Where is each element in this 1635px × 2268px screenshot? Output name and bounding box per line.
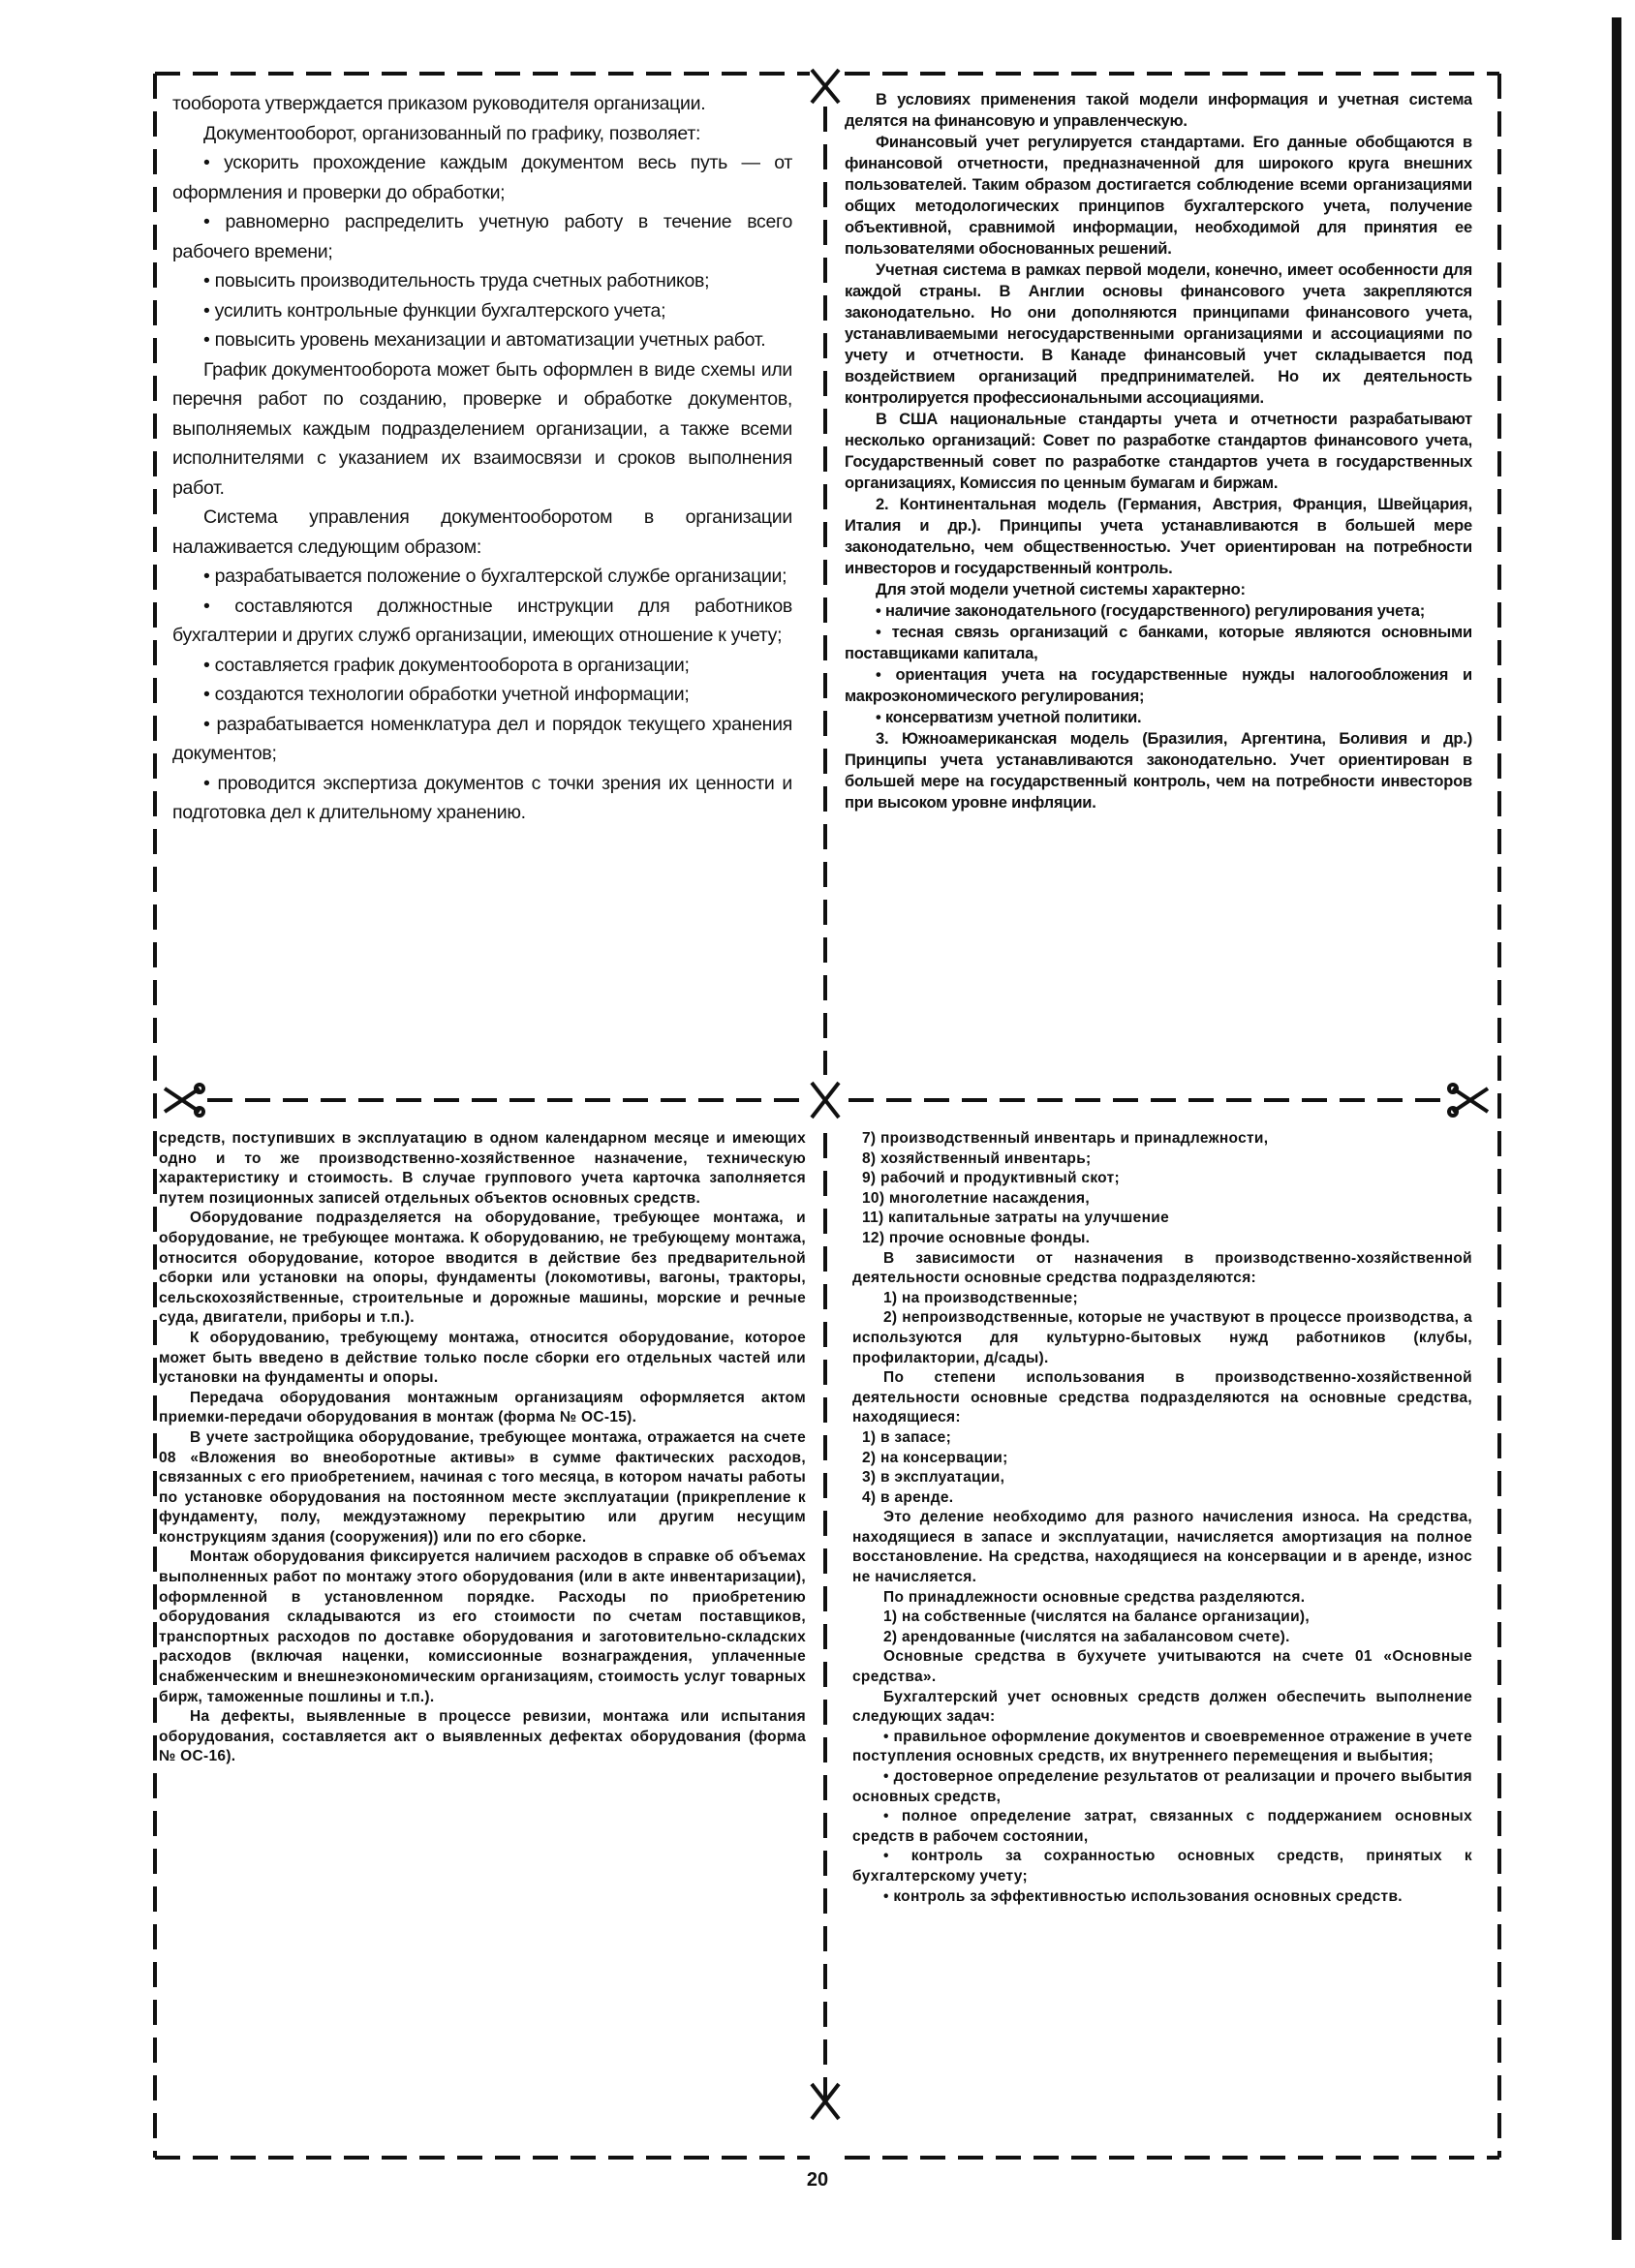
paragraph: 8) хозяйственный инвентарь; [862,1149,1092,1167]
paragraph: • правильное оформление документов и своевременное отражение в учете поступления основных средств, их внутреннего перемещения и выбытия; [852,1728,1472,1765]
paragraph: 3) в эксплуатации, [862,1469,1005,1486]
paragraph: • разрабатывается положение о бухгалтерской службе организации; [203,566,787,587]
paragraph: Финансовый учет регулируется стандартами. Его данные обобщаются в финансовой отчетности, предназначенной для широкого круга внешних пользователей. Таким образом достигается соблюдение всеми организациями общих методологических принципов бухгалтерского учета, получение объективной, сравнимой информации, необходимой для принятия ее пользователями обоснованных решений. [845,134,1472,258]
paragraph: • создаются технологии обработки учетной информации; [203,684,690,705]
paragraph: Для этой модели учетной системы характерно: [876,581,1246,598]
paragraph: тооборота утверждается приказом руководителя организации. [172,93,706,114]
paragraph: На дефекты, выявленные в процессе ревизии, монтажа или испытания оборудования, составляется акт о выявленных дефектах оборудования (форма № ОС-16). [159,1708,806,1765]
paragraph: • достоверное определение результатов от реализации и прочего выбытия основных средств, [852,1768,1472,1805]
paragraph: В зависимости от назначения в производственно-хозяйственной деятельности основные средства подразделяются: [852,1249,1472,1287]
paragraph: 2) непроизводственные, которые не участвуют в процессе производства, а используются для культурно-бытовых нужд работников (клубы, профилактории, д/сады). [852,1309,1472,1366]
paragraph: Основные средства в бухучете учитываются на счете 01 «Основные средства». [852,1648,1472,1686]
paragraph: Бухгалтерский учет основных средств должен обеспечить выполнение следующих задач: [852,1688,1472,1726]
scissors-icon [812,1083,839,1118]
paragraph: • повысить уровень механизации и автоматизации учетных работ. [203,329,766,351]
scissors-icon [165,1085,203,1116]
paragraph: 1) на собственные (числятся на балансе организации), [883,1609,1310,1626]
paragraph: 10) многолетние насаждения, [862,1189,1091,1207]
page-edge-shadow [1612,17,1621,2240]
paragraph: Монтаж оборудования фиксируется наличием расходов в справке об объемах выполненных работ по монтажу этого оборудования (или в акте инвентаризации), оформленной в установленном порядке. Расходы по приобретению оборудования складываются из его стоимости по счетам поставщиков, транспортных расходов по доставке оборудования и заготовительно-складских расходов (включая наценки, комиссионные вознаграждения, уплаченные снабженческим и внешнеэкономическим организациям, стоимость услуг товарных бирж, таможенные пошлины и т.п.). [159,1548,806,1705]
paragraph: • составляется график документооборота в организации; [203,654,690,676]
paragraph: В США национальные стандарты учета и отчетности разрабатывают несколько организаций: Совет по разработке стандартов финансового учета, Государственный совет по разработке стандартов учета в государственных организациях, Комиссия по ценным бумагам и биржам. [845,411,1472,492]
paragraph: средств, поступивших в эксплуатацию в одном календарном месяце и имеющих одно и то же производственно-хозяйственное назначение, техническую характеристику и стоимость. В случае группового учета карточка заполняется путем позиционных записей отдельных объектов основных средств. [159,1130,806,1207]
paragraph: • повысить производительность труда счетных работников; [203,270,710,291]
paragraph: • разрабатывается номенклатура дел и порядок текущего хранения документов; [172,713,792,764]
paragraph: • наличие законодательного (государственного) регулирования учета; [876,602,1426,620]
paragraph: 9) рабочий и продуктивный скот; [862,1170,1120,1187]
paragraph: • проводится экспертиза документов с точки зрения их ценности и подготовка дел к длительному хранению. [172,772,792,823]
top-right-text-block [845,89,1472,1087]
paragraph: • тесная связь организаций с банками, которые являются основными поставщиками капитала, [845,624,1472,662]
paragraph: 3. Южноамериканская модель (Бразилия, Аргентина, Боливия и др.) Принципы учета устанавливаются законодательно. Учет ориентирован в большей мере на государственный контроль, чем на потребности инвесторов при высоком уровне инфляции. [845,730,1472,812]
paragraph: • полное определение затрат, связанных с поддержанием основных средств в рабочем состоянии, [852,1808,1472,1845]
paragraph: Это деление необходимо для разного начисления износа. На средства, находящиеся в запасе и эксплуатации, начисляется амортизация на полное восстановление. На средства, находящиеся на консервации и в аренде, износ не начисляется. [852,1509,1472,1586]
bottom-right-text-block [852,1129,1472,2136]
paragraph: 2. Континентальная модель (Германия, Австрия, Франция, Швейцария, Италия и др.). Принципы учета устанавливаются в большей мере законодательно, чем общественностью. Учет ориентирован на потребности инвесторов и государственный контроль. [845,496,1472,577]
paragraph: По принадлежности основные средства разделяются. [883,1588,1306,1606]
paragraph: 2) на консервации; [862,1449,1008,1466]
paragraph: В учете застройщика оборудование, требующее монтажа, отражается на счете 08 «Вложения во внеоборотные активы» в сумме фактических расходов, связанных с его приобретением, начиная с того месяца, в котором начаты работы по установке оборудования на постоянном месте эксплуатации (прикрепление к фундаменту, полу, междуэтажному перекрытию или другим несущим конструкциям здания (сооружения)) или по его сборке. [159,1428,806,1546]
paragraph: 1) в запасе; [862,1428,952,1446]
paragraph: 7) производственный инвентарь и принадлежности, [862,1130,1269,1147]
paragraph: По степени использования в производственно-хозяйственной деятельности основные средства подразделяются на основные средства, находящиеся: [852,1369,1472,1426]
top-left-text-block [172,89,792,1057]
scissors-icon [812,70,839,103]
paragraph: 11) капитальные затраты на улучшение [862,1210,1169,1227]
paragraph: 4) в аренде. [862,1488,954,1506]
paragraph: 1) на производственные; [883,1289,1078,1306]
paragraph: • ускорить прохождение каждым документом весь путь — от оформления и проверки до обработки; [172,152,792,203]
paragraph: Система управления документооборотом в организации налаживается следующим образом: [172,506,792,558]
page-number: 20 [806,2169,829,2191]
paragraph: Оборудование подразделяется на оборудование, требующее монтажа, и оборудование, не требующее монтажа. К оборудованию, не требующему монтажа, относится оборудование, которое вводится в действие без предварительной сборки или установки на опоры, фундаменты (локомотивы, вагоны, тракторы, сельскохозяйственные, строительные и дорожные машины, морские и речные суда, двигатели, приборы и т.п.). [159,1210,806,1327]
paragraph: Документооборот, организованный по графику, позволяет: [203,122,701,144]
paragraph: График документооборота может быть оформлен в виде схемы или перечня работ по созданию, проверке и обработке документов, выполняемых каждым подразделением организации, а также всеми исполнителями с указанием их взаимосвязи и сроков выполнения работ. [172,358,792,499]
paragraph: Передача оборудования монтажным организациям оформляется актом приемки-передачи оборудования в монтаж (форма № ОС-15). [159,1389,806,1426]
paragraph: Учетная система в рамках первой модели, конечно, имеет особенности для каждой страны. В Англии основы финансового учета закрепляются законодательно. Но они дополняются принципами финансового учета, устанавливаемыми негосударственными организациями и ассоциациями по учету и отчетности. В Канаде финансовый учет складывается под воздействием организаций предпринимателей. Но их деятельность контролируется профессиональными ассоциациями. [845,261,1472,407]
paragraph: • контроль за эффективностью использования основных средств. [883,1887,1403,1905]
paragraph: • ориентация учета на государственные нужды налогообложения и макроэкономического регулирования; [845,666,1472,705]
paragraph: 12) прочие основные фонды. [862,1229,1091,1246]
paragraph: • консерватизм учетной политики. [876,709,1142,726]
paragraph: • контроль за сохранностью основных средств, принятых к бухгалтерскому учету; [852,1848,1472,1885]
paragraph: 2) арендованные (числятся на забалансовом счете). [883,1628,1290,1645]
bottom-left-text-block [159,1129,806,2136]
paragraph: К оборудованию, требующему монтажа, относится оборудование, которое может быть введено в действие только после сборки его отдельных частей или установки на фундаменты и опоры. [159,1329,806,1387]
paragraph: • равномерно распределить учетную работу в течение всего рабочего времени; [172,211,792,262]
paragraph: В условиях применения такой модели информация и учетная система делятся на финансовую и управленческую. [845,91,1472,130]
scissors-icon [1449,1085,1488,1116]
paragraph: • составляются должностные инструкции для работников бухгалтерии и других служб организации, имеющих отношение к учету; [172,595,792,646]
paragraph: • усилить контрольные функции бухгалтерского учета; [203,299,666,322]
